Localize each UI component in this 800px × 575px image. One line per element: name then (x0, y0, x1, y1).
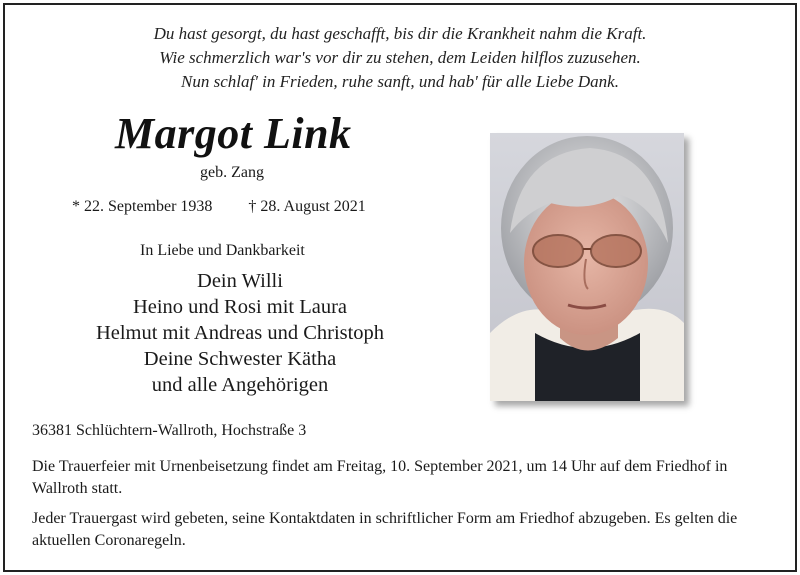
mourner-line: Dein Willi (197, 270, 283, 292)
mourner-line: Helmut mit Andreas und Christoph (95, 322, 385, 344)
memorial-poem (0, 22, 800, 94)
poem-line: Wie schmerzlich war's vor dir zu stehen, dem Leiden hilflos zuzusehen. (159, 48, 641, 67)
life-dates (72, 198, 366, 216)
death-date: † 28. August 2021 (248, 198, 366, 215)
mourner-line: Deine Schwester Kätha (143, 348, 337, 370)
mourner-line: Heino und Rosi mit Laura (132, 296, 348, 318)
birth-date: * 22. September 1938 (72, 198, 213, 215)
funeral-notice: Die Trauerfeier mit Urnenbeisetzung findet am Freitag, 10. September 2021, um 14 Uhr auf dem Friedhof in Wallroth statt. (32, 458, 728, 497)
family-address: 36381 Schlüchtern-Wallroth, Hochstraße 3 (32, 422, 307, 439)
contact-notice: Jeder Trauergast wird gebeten, seine Kontaktdaten in schriftlicher Form am Friedhof abzugeben. Es gelten die aktuellen Coronaregeln. (32, 510, 738, 549)
poem-line: Du hast gesorgt, du hast geschafft, bis dir die Krankheit nahm die Kraft. (153, 24, 647, 43)
maiden-name: geb. Zang (200, 164, 264, 181)
mourners-list (40, 268, 440, 398)
mourners-intro: In Liebe und Dankbarkeit (140, 242, 305, 259)
portrait-photo (490, 133, 684, 401)
portrait-illustration (490, 133, 684, 401)
deceased-name: Margot Link (115, 109, 352, 158)
poem-line: Nun schlaf' in Frieden, ruhe sanft, und hab' für alle Liebe Dank. (181, 72, 619, 91)
mourner-line: und alle Angehörigen (151, 374, 329, 396)
